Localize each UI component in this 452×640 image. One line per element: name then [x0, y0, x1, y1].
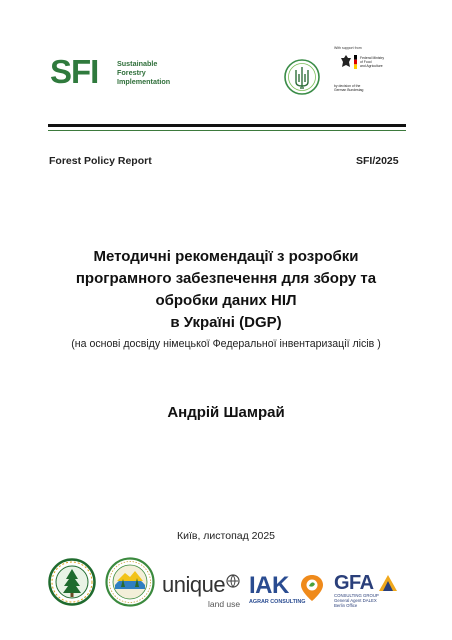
iak-wordmark: IAK: [249, 572, 289, 599]
document-title: [40, 246, 412, 334]
iak-subtitle: AGRAR CONSULTING: [249, 599, 306, 605]
ministry-support-block: [334, 46, 414, 106]
gfa-wordmark: GFA: [334, 572, 374, 594]
place-date: Київ, листопад 2025: [176, 530, 275, 542]
header-rule-thin: [48, 130, 406, 131]
gfa-consulting-group-logo: [334, 572, 406, 612]
unique-wordmark: unique: [162, 572, 226, 597]
gfa-subtitle: CONSULTING GROUP General Agent DALEX Berlin Office: [334, 593, 379, 609]
sfi-logo-tagline: Sustainable Forestry Implementation: [117, 59, 171, 86]
title-line: програмного забезпечення для збору та: [75, 270, 377, 287]
german-eagle-icon: [340, 54, 352, 70]
series-name: Forest Policy Report: [49, 155, 152, 167]
support-label: With support from: [334, 46, 362, 50]
unique-land-use-logo: [162, 572, 244, 612]
author-name: Андрій Шамрай: [167, 404, 285, 421]
sfi-logo-letters: SFI: [50, 53, 99, 90]
series-number: SFI/2025: [356, 155, 399, 167]
iak-location-pin-icon: [299, 574, 325, 602]
sfi-logo: [50, 55, 230, 89]
unique-globe-icon: [226, 574, 240, 588]
title-line: в Україні (DGP): [170, 314, 282, 331]
forest-agency-seal-icon: [48, 558, 96, 606]
iak-agrar-consulting-logo: [249, 572, 331, 612]
title-line: обробки даних НІЛ: [155, 292, 297, 309]
ukraine-trident-emblem-icon: [283, 58, 321, 96]
document-subtitle: (на основі досвіду німецької Федеральної інвентаризації лісів ): [71, 338, 381, 350]
state-agency-seal-icon: [105, 557, 155, 607]
german-flag-icon: [354, 55, 357, 69]
unique-subtitle: land use: [208, 599, 241, 609]
header-rule-thick: [48, 124, 406, 127]
support-decision: by decision of the German Bundestag: [334, 84, 364, 93]
title-line: Методичні рекомендації з розробки: [93, 248, 359, 265]
gfa-triangle-icon: [378, 574, 398, 592]
ministry-name: Federal Ministry of Food and Agriculture: [360, 56, 385, 69]
